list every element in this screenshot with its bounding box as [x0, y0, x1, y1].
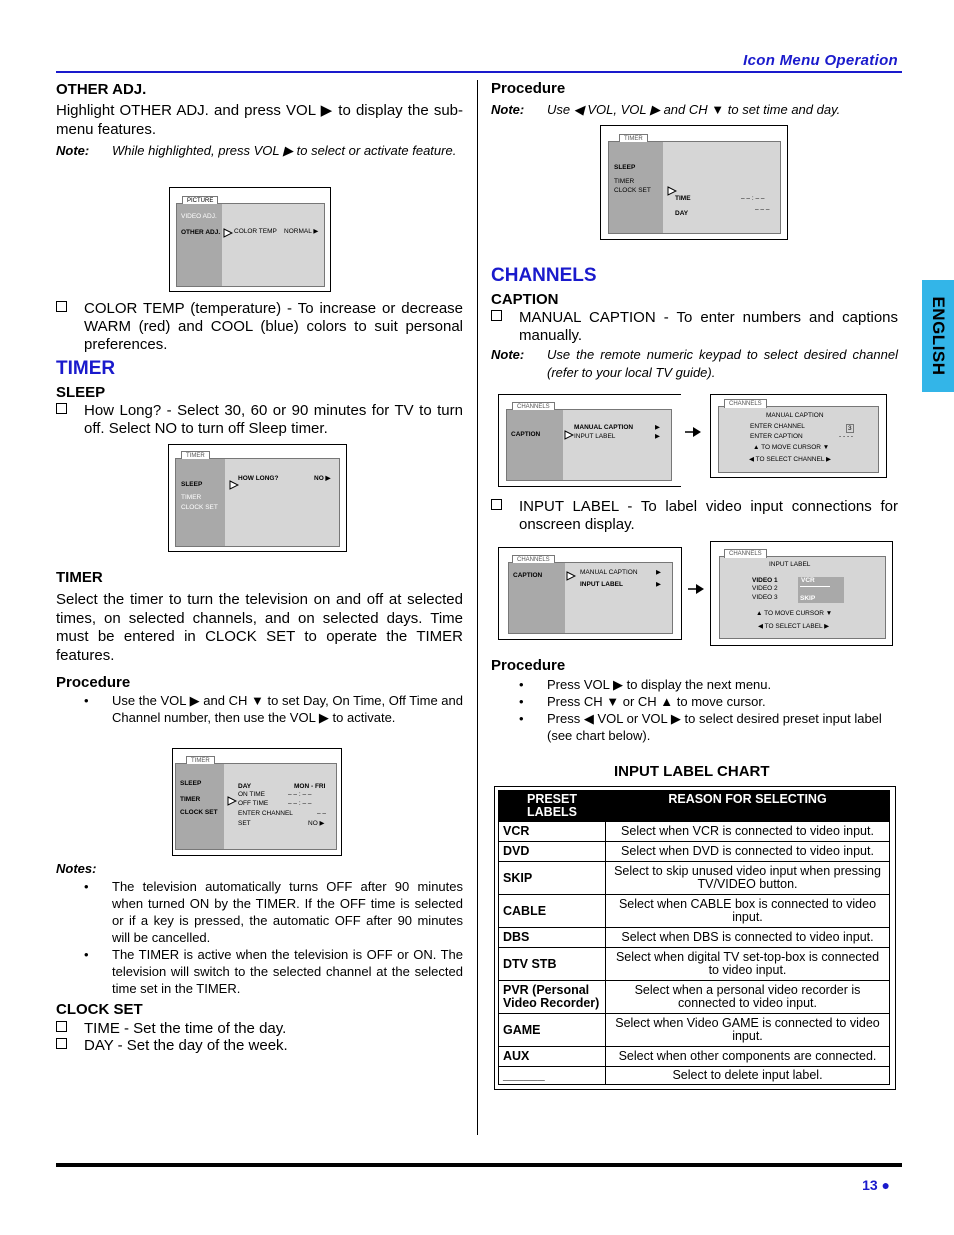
table-cell-label: CABLE: [499, 895, 606, 928]
sleep-menu-screen: TIMER SLEEP TIMER CLOCK SET HOW LONG? NO ▶: [175, 458, 340, 547]
clock-set-day-item: DAY - Set the day of the week.: [56, 1037, 463, 1055]
input-label-table: [498, 790, 890, 1085]
cursor-arrow-icon: [223, 228, 233, 238]
submenu-row: ENTER CHANNEL: [750, 423, 805, 430]
menu-option-value: NO ▶: [314, 475, 331, 482]
menu-item-selected: OTHER ADJ.: [181, 229, 221, 236]
submenu-hint: ◀ TO SELECT CHANNEL ▶: [749, 456, 832, 463]
procedure2-bullet: • Press CH ▼ or CH ▲ to move cursor.: [519, 694, 766, 709]
timer-heading: TIMER: [56, 569, 103, 586]
cursor-arrow-icon: [564, 430, 574, 440]
table-cell-reason: Select when VCR is connected to video input.: [606, 822, 890, 842]
menu-item: CLOCK SET: [181, 504, 218, 511]
procedure2-bullet: • Press VOL ▶ to display the next menu.: [519, 677, 772, 692]
procedure2-bullet: • Press ◀ VOL or VOL ▶ to select desired preset input label (see chart below).: [519, 711, 882, 743]
table-cell-label: SKIP: [499, 862, 606, 895]
sleep-heading: SLEEP: [56, 384, 106, 401]
menu-item-selected: TIMER: [180, 796, 201, 803]
table-row: [499, 1014, 890, 1047]
other-adj-note: Note: While highlighted, press VOL ▶ to select or activate feature.: [56, 143, 457, 158]
menu-option: MANUAL CAPTION: [574, 424, 634, 431]
table-cell-label: DBS: [499, 928, 606, 948]
timer-menu-screen: TIMER SLEEP TIMER CLOCK SET DAY MON - FRI ON TIME – – : – – OFF TIME – – : – – ENTER CHANNEL – – SET NO ▶: [175, 763, 337, 850]
table-cell-label: AUX: [499, 1047, 606, 1067]
clock-row-value: – – –: [755, 206, 770, 213]
menu-item: VIDEO ADJ.: [181, 213, 217, 220]
timer-procedure-bullet: • Use the VOL ▶ and CH ▼ to set Day, On Time, Off Time and Channel number, then use the VOL ▶ to activate.: [84, 693, 463, 725]
timer-row-label: SET: [238, 820, 251, 827]
clock-set-menu-figure: [600, 125, 788, 240]
timer-row-label: OFF TIME: [238, 800, 269, 807]
menu-option: INPUT LABEL: [580, 581, 623, 588]
input-label-item: INPUT LABEL - To label video input connections for onscreen display.: [491, 498, 898, 536]
input-label-side-menu-screen: CHANNELS CAPTION MANUAL CAPTION INPUT LABEL ▶ ▶: [508, 562, 673, 634]
table-header-cell: REASON FOR SELECTING: [606, 791, 890, 822]
table-header-cell: PRESET LABELS: [499, 791, 606, 822]
table-cell-reason: Select to delete input label.: [606, 1067, 890, 1085]
table-header-row: [499, 791, 890, 822]
submenu-title: MANUAL CAPTION: [766, 412, 824, 419]
cursor-arrow-icon: [566, 571, 576, 581]
table-cell-label: GAME: [499, 1014, 606, 1047]
footer-rule: [56, 1163, 902, 1167]
menu-item: TIMER: [614, 178, 635, 185]
video-input: VIDEO 2: [752, 585, 778, 592]
timer-row-value: NO ▶: [308, 820, 325, 827]
table-cell-reason: Select when DBS is connected to video input.: [606, 928, 890, 948]
checkbox-icon: [56, 301, 67, 312]
table-cell-label: PVR (Personal Video Recorder): [499, 981, 606, 1014]
timer-menu-figure: [172, 748, 342, 856]
input-label-value: VCR: [801, 577, 815, 584]
timer-row-label: DAY: [238, 783, 252, 790]
arrow-right-icon: [688, 583, 704, 595]
checkbox-icon: [56, 1038, 67, 1049]
timer-row-value: – – : – –: [288, 791, 312, 798]
timer-row-value: – –: [317, 810, 327, 817]
other-adj-text: Highlight OTHER ADJ. and press VOL ▶ to display the sub-menu features.: [56, 102, 463, 138]
table-cell-reason: Select when digital TV set-top-box is connected to video input.: [606, 948, 890, 981]
timer-row-label: ON TIME: [238, 791, 265, 798]
channel-value: 3: [848, 425, 852, 432]
sleep-item: How Long? - Select 30, 60 or 90 minutes for TV to turn off. Select NO to turn off Sleep timer.: [56, 402, 463, 440]
menu-item: TIMER: [181, 494, 202, 501]
checkbox-icon: [56, 1021, 67, 1032]
caption-menu-screen: CHANNELS CAPTION MANUAL CAPTION INPUT LABEL ▶ ▶: [506, 409, 672, 481]
menu-option: MANUAL CAPTION: [580, 569, 638, 576]
picture-menu-screen: [176, 198, 325, 287]
cursor-arrow-icon: [227, 796, 237, 806]
section-title: Icon Menu Operation: [743, 52, 898, 69]
input-label-value: SKIP: [800, 595, 816, 602]
timer-row-value: – – : – –: [288, 800, 312, 807]
caption-value: - - - -: [839, 433, 854, 440]
table-cell-label: VCR: [499, 822, 606, 842]
table-row: [499, 948, 890, 981]
checkbox-icon: [491, 499, 502, 510]
timer-row-label: ENTER CHANNEL: [238, 810, 293, 817]
table-cell-label: ______: [499, 1067, 606, 1085]
submenu-hint: ▲ TO MOVE CURSOR ▼: [756, 610, 833, 617]
clock-row-label: TIME: [675, 195, 691, 202]
color-temp-item: COLOR TEMP (temperature) - To increase or decrease WARM (red) and COOL (blue) colors to suit personal preferences.: [56, 300, 463, 354]
table-row: [499, 981, 890, 1014]
table-cell-reason: Select when a personal video recorder is connected to video input.: [606, 981, 890, 1014]
timer-row-value: MON - FRI: [294, 783, 326, 790]
arrow-right-icon: [685, 426, 701, 438]
table-row: [499, 895, 890, 928]
video-input: VIDEO 3: [752, 594, 778, 601]
header-rule: [56, 71, 902, 73]
table-row: [499, 822, 890, 842]
table-row: [499, 842, 890, 862]
clock-set-time-item: TIME - Set the time of the day.: [56, 1020, 463, 1038]
timer-procedure-heading: Procedure: [56, 674, 131, 691]
language-tab: ENGLISH: [922, 280, 954, 392]
table-row: [499, 1067, 890, 1085]
page-number: 13 ●: [862, 1177, 890, 1193]
menu-item: SLEEP: [180, 780, 202, 787]
checkbox-icon: [56, 403, 67, 414]
menu-option-value: NORMAL ▶: [284, 228, 319, 235]
table-cell-reason: Select to skip unused video input when pressing TV/VIDEO button.: [606, 862, 890, 895]
table-cell-reason: Select when Video GAME is connected to video input.: [606, 1014, 890, 1047]
caption-heading: CAPTION: [491, 291, 559, 308]
clock-set-menu-screen: TIMER SLEEP TIMER CLOCK SET TIME – – : – – DAY – – –: [608, 141, 781, 234]
caption-note: Note: Use the remote numeric keypad to select desired channel (refer to your local TV guide).: [491, 347, 898, 380]
procedure-note: Note: Use ◀ VOL, VOL ▶ and CH ▼ to set time and day.: [491, 102, 841, 117]
menu-tag: PICTURE: [182, 196, 218, 205]
menu-option-label: HOW LONG?: [238, 475, 279, 482]
menu-option-label: COLOR TEMP: [234, 228, 277, 235]
table-cell-reason: Select when CABLE box is connected to video input.: [606, 895, 890, 928]
submenu-title: INPUT LABEL: [769, 561, 811, 568]
menu-item: CLOCK SET: [180, 809, 218, 816]
note-bullet: • The TIMER is active when the television is OFF or ON. The television will switch to the selected channel at the selected time set in the TIMER.: [84, 947, 463, 996]
menu-item-selected: CLOCK SET: [614, 187, 651, 194]
table-cell-label: DVD: [499, 842, 606, 862]
note-bullet: • The television automatically turns OFF after 90 minutes when turned ON by the TIMER. If the OFF time is selected or if a key is pressed, the automatic OFF after 90 minutes will be cancelled.: [84, 879, 463, 945]
menu-item-selected: CAPTION: [513, 572, 543, 579]
clock-row-value: – – : – –: [741, 195, 765, 202]
timer-text: Select the timer to turn the television on and off at selected times, on selected channels, and on selected days. Time must be entered in CLOCK SET to operate the TIMER features.: [56, 591, 463, 664]
column-divider: [477, 80, 478, 1135]
sleep-menu-figure: [168, 444, 347, 552]
other-adj-heading: OTHER ADJ.: [56, 81, 147, 98]
channels-section-title: CHANNELS: [491, 265, 597, 286]
procedure-heading: Procedure: [491, 80, 566, 97]
table-row: [499, 1047, 890, 1067]
menu-item: SLEEP: [614, 164, 636, 171]
manual-caption-menu-figure: [710, 394, 887, 478]
clock-set-heading: CLOCK SET: [56, 1001, 143, 1018]
table-row: [499, 928, 890, 948]
submenu-row: ENTER CAPTION: [750, 433, 803, 440]
timer-section-title: TIMER: [56, 358, 116, 379]
notes-heading: Notes:: [56, 861, 97, 876]
chart-title: INPUT LABEL CHART: [614, 763, 770, 780]
picture-menu-figure: [169, 187, 331, 292]
menu-item-selected: SLEEP: [181, 481, 203, 488]
input-label-side-menu-figure: [498, 547, 682, 640]
manual-caption-menu-screen: CHANNELS MANUAL CAPTION ENTER CHANNEL 3 ENTER CAPTION - - - - ▲ TO MOVE CURSOR ▼ ◀ TO SELECT CHANNEL ▶: [718, 406, 879, 473]
checkbox-icon: [491, 310, 502, 321]
table-cell-reason: Select when DVD is connected to video input.: [606, 842, 890, 862]
caption-menu-figure: [498, 394, 681, 487]
clock-row-label: DAY: [675, 210, 689, 217]
menu-option: INPUT LABEL: [574, 433, 616, 440]
table-row: [499, 862, 890, 895]
input-label-menu-figure: [710, 541, 893, 646]
manual-caption-item: MANUAL CAPTION - To enter numbers and captions manually.: [491, 309, 898, 347]
input-label-menu-screen: CHANNELS INPUT LABEL VIDEO 1 VIDEO 2 VIDEO 3 VCR SKIP ▲ TO MOVE CURSOR ▼ ◀ TO SELECT LABEL ▶: [719, 556, 886, 639]
submenu-hint: ▲ TO MOVE CURSOR ▼: [753, 444, 830, 451]
video-input: VIDEO 1: [752, 577, 778, 584]
procedure2-heading: Procedure: [491, 657, 566, 674]
menu-item-selected: CAPTION: [511, 431, 541, 438]
table-cell-reason: Select when other components are connected.: [606, 1047, 890, 1067]
submenu-hint: ◀ TO SELECT LABEL ▶: [758, 623, 830, 630]
table-cell-label: DTV STB: [499, 948, 606, 981]
